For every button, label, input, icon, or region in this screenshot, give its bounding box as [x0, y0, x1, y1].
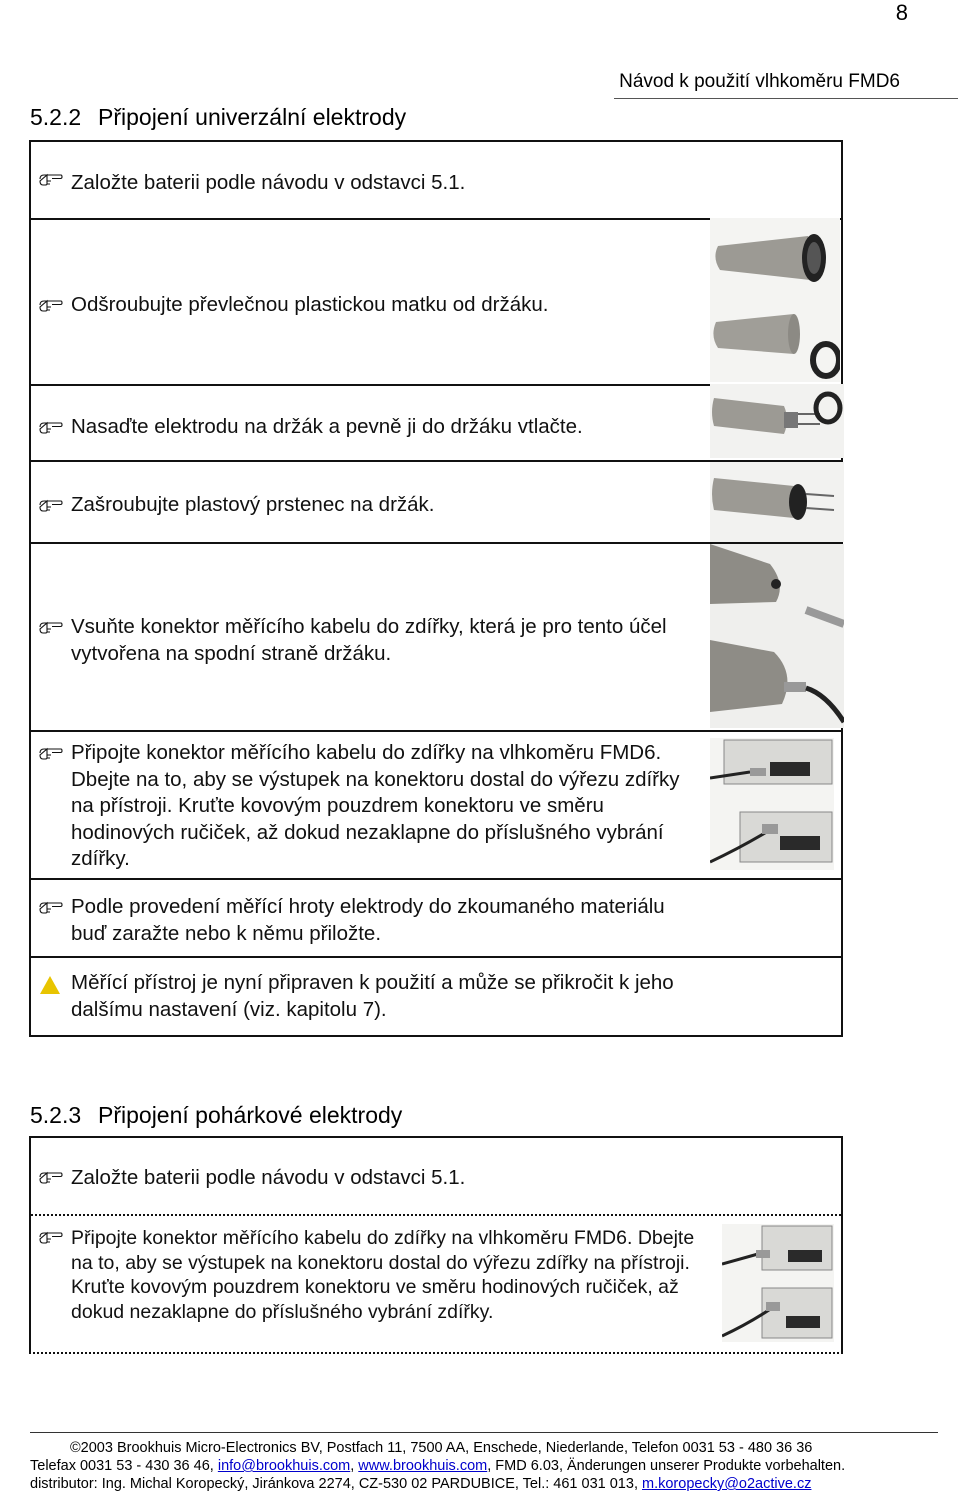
section-title: Připojení univerzální elektrody [98, 104, 407, 130]
section-heading-5-2-3 [30, 1102, 402, 1129]
step-row [31, 956, 841, 1037]
step-text: Založte baterii podle návodu v odstavci 5.1. [71, 171, 466, 194]
photo-electrode-insertion [710, 384, 844, 458]
step-row [31, 1138, 841, 1214]
hand-pointer-icon [39, 172, 63, 186]
hand-pointer-icon [39, 420, 63, 434]
steps-table-cup-electrode [29, 1136, 843, 1354]
footer-divider [30, 1432, 938, 1433]
photo-meter-connector [710, 738, 834, 870]
email-link-brookhuis[interactable]: info@brookhuis.com [217, 1458, 351, 1474]
hand-pointer-icon [39, 620, 63, 634]
header-divider [614, 98, 958, 99]
step-text: Odšroubujte převlečnou plastickou matku od držáku. [71, 293, 549, 316]
footer-distributor-line [30, 1476, 811, 1492]
web-link-brookhuis[interactable]: www.brookhuis.com [358, 1458, 488, 1474]
step-text: Zašroubujte plastový prstenec na držák. [71, 493, 435, 516]
hand-pointer-icon [39, 1170, 63, 1184]
step-text: Měřící přístroj je nyní připraven k použití a může se přikročit k jeho dalšímu nastavení (viz. kapitolu 7). [71, 971, 674, 1021]
photo-cable-connector-holder [710, 544, 844, 728]
hand-pointer-icon [39, 298, 63, 312]
step-text: Podle provedení měřící hroty elektrody do zkoumaného materiálu buď zaražte nebo k němu přiložte. [71, 895, 665, 945]
step-text: Vsuňte konektor měřícího kabelu do zdířky, která je pro tento účel vytvořena na spodní straně držáku. [71, 615, 667, 665]
photo-meter-connector-small [722, 1224, 834, 1342]
page-number: 8 [895, 0, 908, 25]
photo-electrode-holder-with-nut [710, 218, 840, 382]
warning-triangle-icon [40, 976, 60, 994]
step-text: Připojte konektor měřícího kabelu do zdířky na vlhkoměru FMD6. Dbejte na to, aby se výstupek na konektoru dostal do výřezu zdířky na přístroji. Kruťte kovovým pouzdrem konektoru ve směru hodinových ručiček, až dokud nezaklapne do příslušného vybrání zdířky. [71, 1227, 695, 1323]
footer-contact-line [30, 1458, 845, 1474]
footer-copyright: ©2003 Brookhuis Micro-Electronics BV, Postfach 11, 7500 AA, Enschede, Niederlande, Telefon 0031 53 - 480 36 36 [70, 1440, 813, 1456]
step-text: Připojte konektor měřícího kabelu do zdířky na vlhkoměru FMD6. Dbejte na to, aby se výstupek na konektoru dostal do výřezu zdířky na přístroji. Kruťte kovovým pouzdrem konektoru ve směru hodinových ručiček, až dokud nezaklapne do příslušného vybrání zdířky. [71, 741, 680, 870]
hand-pointer-icon [39, 900, 63, 914]
hand-pointer-icon [39, 746, 63, 760]
footer-fax: Telefax 0031 53 - 430 36 46, [30, 1458, 218, 1474]
section-heading-5-2-2 [30, 104, 406, 131]
hand-pointer-icon [39, 1230, 63, 1244]
photo-electrode-assembled [710, 462, 844, 542]
footer-version-note: , FMD 6.03, Änderungen unserer Produkte vorbehalten. [487, 1458, 846, 1474]
step-row [31, 142, 841, 218]
section-number: 5.2.2 [30, 104, 82, 130]
section-title: Připojení pohárkové elektrody [98, 1102, 403, 1128]
section-number: 5.2.3 [30, 1102, 82, 1128]
document-header-title: Návod k použití vlhkoměru FMD6 [619, 71, 900, 92]
hand-pointer-icon [39, 498, 63, 512]
step-text: Založte baterii podle návodu v odstavci 5.1. [71, 1166, 466, 1189]
email-link-distributor[interactable]: m.koropecky@o2active.cz [642, 1476, 812, 1492]
step-text: Nasaďte elektrodu na držák a pevně ji do držáku vtlačte. [71, 415, 583, 438]
step-row [31, 878, 841, 958]
footer-separator: , [350, 1458, 359, 1474]
footer-distributor: distributor: Ing. Michal Koropecký, Jiránkova 2274, CZ-530 02 PARDUBICE, Tel.: 461 031 013, [30, 1476, 642, 1492]
step-row [31, 1214, 841, 1354]
